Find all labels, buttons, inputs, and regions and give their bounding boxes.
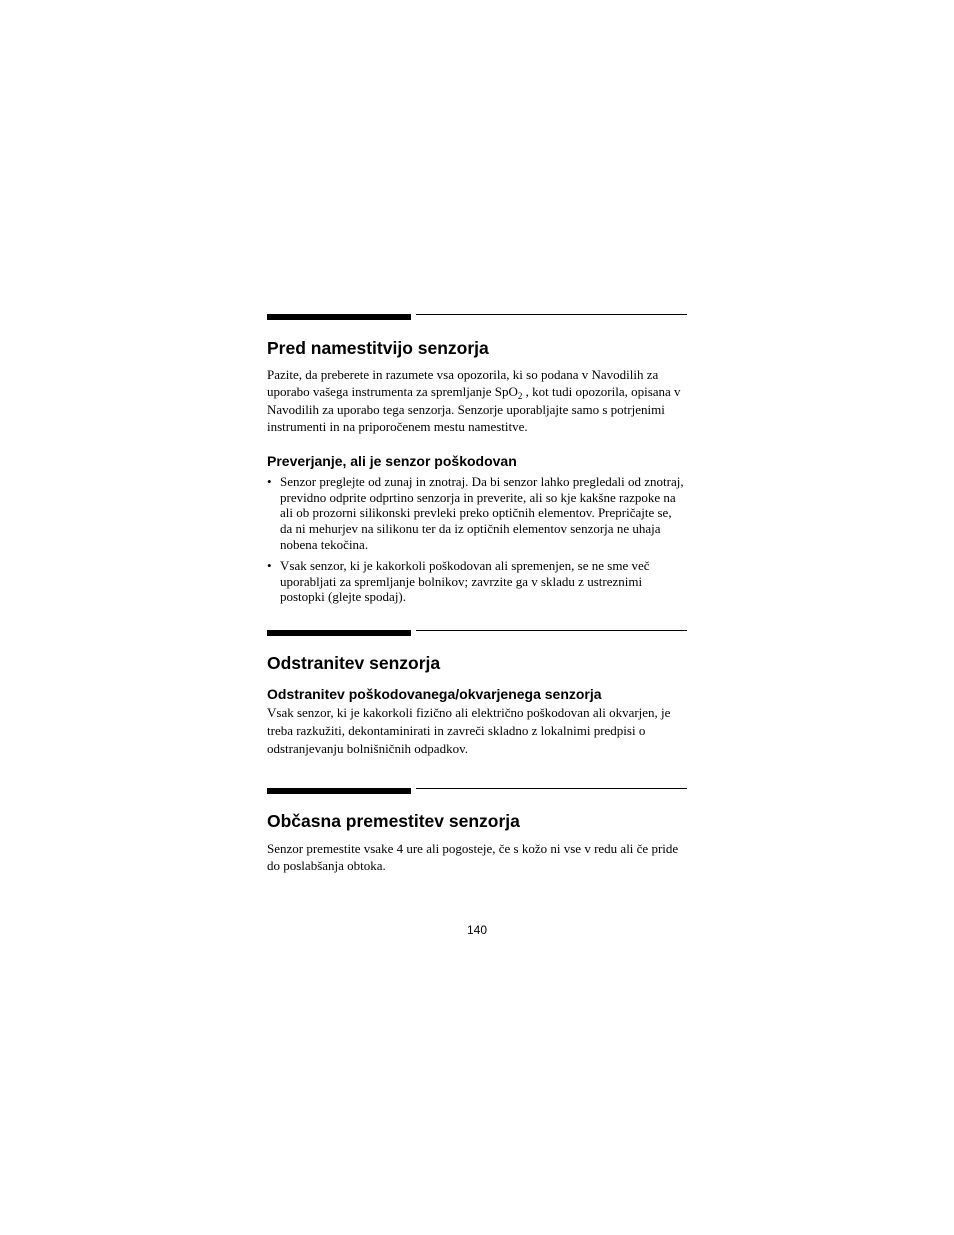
list-item [267, 558, 687, 605]
intro-text-after: , kot tudi opozorila, opisana v Navodilih za uporabo tega senzorja. Senzorje uporabljajte samo s potrjenimi instrumenti in na priporočenem mestu namestitve. [267, 384, 681, 434]
list-item-text: Vsak senzor, ki je kakorkoli poškodovan ali spremenjen, se ne sme več uporabljati za spremljanje bolnikov; zavrzite ga v skladu z ustreznimi postopki (glejte spodaj). [280, 558, 650, 605]
section-rule [267, 630, 687, 638]
subsection-title: Odstranitev poškodovanega/okvarjenega senzorja [267, 686, 602, 702]
section-rule [267, 788, 687, 796]
bullet-list [267, 474, 687, 605]
section-rule-thin [416, 788, 687, 789]
section-periodic-relocation [267, 788, 687, 875]
list-item [267, 474, 687, 552]
section-rule-thin [416, 630, 687, 631]
section-title: Občasna premestitev senzorja [267, 811, 520, 831]
section-title: Odstranitev senzorja [267, 653, 441, 673]
intro-text-before: Pazite, da preberete in razumete vsa opozorila, ki so podana v Navodilih za uporabo vašega instrumenta za spremljanje SpO [267, 367, 659, 400]
section-sensor-disposal [267, 630, 687, 758]
page-number: 140 [466, 923, 488, 937]
intro-subscript: 2 [517, 391, 523, 402]
list-item-text: Senzor preglejte od zunaj in znotraj. Da bi senzor lahko pregledali od znotraj, previdno odprite odprtino senzorja in preverite, ali so kje kakšne razpoke na ali ob prozorni silikonski prevleki preko optičnih elementov. Prepričajte se, da ni mehurjev na silikonu ter da iz optičnih elementov senzorja ne uhaja nobena tekočina. [280, 474, 684, 552]
subsection-paragraph: Vsak senzor, ki je kakorkoli fizično ali električno poškodovan ali okvarjen, je treba razkužiti, dekontaminirati in zavreči skladno z lokalnimi predpisi o odstranjevanju bolnišničnih odpadkov. [267, 705, 671, 756]
section-intro-paragraph [267, 366, 687, 435]
subsection-title: Preverjanje, ali je senzor poškodovan [267, 453, 517, 470]
section-paragraph: Senzor premestite vsake 4 ure ali pogosteje, če s kožo ni vse v redu ali če pride do poslabšanja obtoka. [267, 841, 679, 874]
section-rule-thin [416, 314, 687, 315]
section-rule-thick [267, 788, 411, 794]
section-rule-thick [267, 630, 411, 636]
section-before-application [267, 314, 687, 605]
section-rule [267, 314, 687, 322]
section-title: Pred namestitvijo senzorja [267, 338, 489, 358]
bullet-icon: • [267, 474, 272, 490]
section-rule-thick [267, 314, 411, 320]
bullet-icon: • [267, 558, 272, 574]
